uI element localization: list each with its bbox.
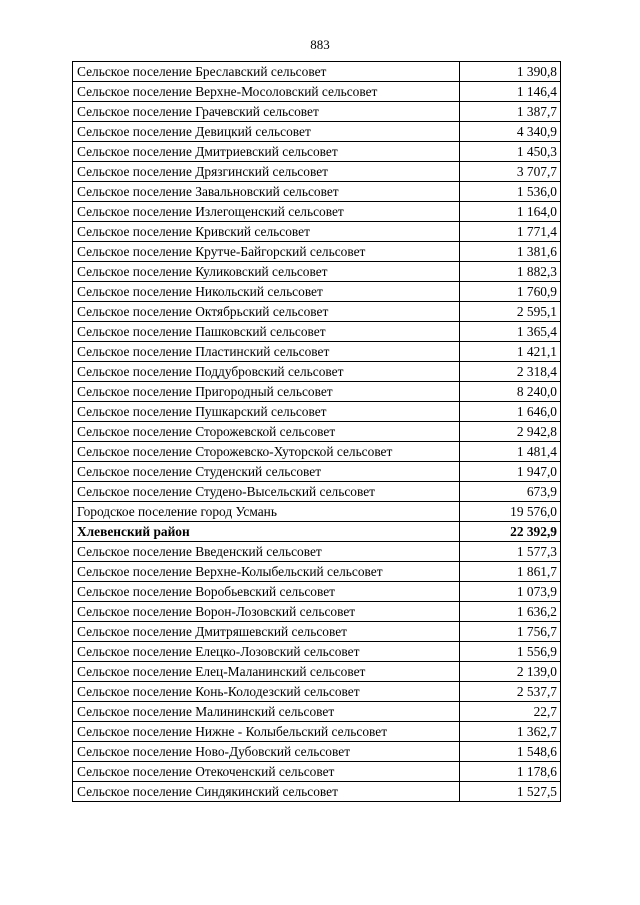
settlement-name-cell: Сельское поселение Пригородный сельсовет (73, 382, 460, 402)
table-row (73, 422, 561, 442)
settlement-name-cell: Сельское поселение Куликовский сельсовет (73, 262, 460, 282)
settlement-name-cell: Сельское поселение Завальновский сельсовет (73, 182, 460, 202)
settlement-name-cell: Сельское поселение Дмитриевский сельсовет (73, 142, 460, 162)
amount-cell: 2 595,1 (460, 302, 561, 322)
settlement-name-cell: Хлевенский район (73, 522, 460, 542)
settlement-name-cell: Сельское поселение Поддубровский сельсовет (73, 362, 460, 382)
amount-cell: 1 536,0 (460, 182, 561, 202)
amount-cell: 1 756,7 (460, 622, 561, 642)
settlement-name-cell: Сельское поселение Октябрьский сельсовет (73, 302, 460, 322)
settlement-name-cell: Сельское поселение Кривский сельсовет (73, 222, 460, 242)
settlement-name-cell: Сельское поселение Пластинский сельсовет (73, 342, 460, 362)
table-row (73, 142, 561, 162)
amount-cell: 1 947,0 (460, 462, 561, 482)
table-row (73, 642, 561, 662)
settlement-name-cell: Сельское поселение Никольский сельсовет (73, 282, 460, 302)
table-row (73, 382, 561, 402)
settlement-name-cell: Сельское поселение Сторожевско-Хуторской сельсовет (73, 442, 460, 462)
amount-cell: 1 390,8 (460, 62, 561, 82)
budget-table-body (73, 62, 561, 802)
settlement-name-cell: Сельское поселение Конь-Колодезский сельсовет (73, 682, 460, 702)
settlement-name-cell: Сельское поселение Отекоченский сельсовет (73, 762, 460, 782)
page-number: 883 (310, 37, 330, 52)
settlement-name-cell: Сельское поселение Елецко-Лозовский сельсовет (73, 642, 460, 662)
table-row (73, 782, 561, 802)
amount-cell: 1 636,2 (460, 602, 561, 622)
table-row (73, 482, 561, 502)
table-row (73, 82, 561, 102)
table-row (73, 502, 561, 522)
settlement-name-cell: Сельское поселение Дмитряшевский сельсовет (73, 622, 460, 642)
table-row (73, 242, 561, 262)
amount-cell: 1 577,3 (460, 542, 561, 562)
amount-cell: 1 882,3 (460, 262, 561, 282)
table-row (73, 662, 561, 682)
amount-cell: 22 392,9 (460, 522, 561, 542)
settlement-name-cell: Сельское поселение Пашковский сельсовет (73, 322, 460, 342)
amount-cell: 1 548,6 (460, 742, 561, 762)
table-row (73, 602, 561, 622)
table-row (73, 302, 561, 322)
settlement-name-cell: Сельское поселение Крутче-Байгорский сельсовет (73, 242, 460, 262)
settlement-name-cell: Сельское поселение Верхне-Мосоловский сельсовет (73, 82, 460, 102)
table-row (73, 442, 561, 462)
amount-cell: 1 381,6 (460, 242, 561, 262)
table-row (73, 202, 561, 222)
amount-cell: 22,7 (460, 702, 561, 722)
amount-cell: 2 942,8 (460, 422, 561, 442)
amount-cell: 1 760,9 (460, 282, 561, 302)
amount-cell: 19 576,0 (460, 502, 561, 522)
table-row (73, 122, 561, 142)
table-row (73, 222, 561, 242)
table-row (73, 742, 561, 762)
settlement-name-cell: Сельское поселение Сторожевской сельсовет (73, 422, 460, 442)
settlement-name-cell: Сельское поселение Введенский сельсовет (73, 542, 460, 562)
table-row (73, 702, 561, 722)
amount-cell: 1 146,4 (460, 82, 561, 102)
settlement-name-cell: Сельское поселение Студенский сельсовет (73, 462, 460, 482)
table-row (73, 562, 561, 582)
amount-cell: 673,9 (460, 482, 561, 502)
settlement-name-cell: Сельское поселение Елец-Маланинский сельсовет (73, 662, 460, 682)
settlement-name-cell: Сельское поселение Грачевский сельсовет (73, 102, 460, 122)
settlement-name-cell: Сельское поселение Девицкий сельсовет (73, 122, 460, 142)
table-row (73, 62, 561, 82)
table-row (73, 282, 561, 302)
table-row (73, 682, 561, 702)
settlement-name-cell: Сельское поселение Нижне - Колыбельский сельсовет (73, 722, 460, 742)
table-row (73, 402, 561, 422)
amount-cell: 1 481,4 (460, 442, 561, 462)
settlement-name-cell: Сельское поселение Студено-Высельский сельсовет (73, 482, 460, 502)
district-total-row (73, 522, 561, 542)
table-row (73, 342, 561, 362)
amount-cell: 1 527,5 (460, 782, 561, 802)
amount-cell: 1 450,3 (460, 142, 561, 162)
settlement-name-cell: Сельское поселение Бреславский сельсовет (73, 62, 460, 82)
amount-cell: 1 421,1 (460, 342, 561, 362)
table-row (73, 322, 561, 342)
table-row (73, 542, 561, 562)
amount-cell: 1 365,4 (460, 322, 561, 342)
settlement-name-cell: Сельское поселение Верхне-Колыбельский сельсовет (73, 562, 460, 582)
amount-cell: 1 387,7 (460, 102, 561, 122)
settlement-name-cell: Сельское поселение Пушкарский сельсовет (73, 402, 460, 422)
amount-cell: 1 178,6 (460, 762, 561, 782)
settlement-name-cell: Сельское поселение Синдякинский сельсовет (73, 782, 460, 802)
amount-cell: 3 707,7 (460, 162, 561, 182)
table-row (73, 462, 561, 482)
table-row (73, 262, 561, 282)
amount-cell: 2 318,4 (460, 362, 561, 382)
table-row (73, 182, 561, 202)
settlement-name-cell: Сельское поселение Ново-Дубовский сельсовет (73, 742, 460, 762)
amount-cell: 1 362,7 (460, 722, 561, 742)
table-row (73, 722, 561, 742)
settlement-name-cell: Сельское поселение Ворон-Лозовский сельсовет (73, 602, 460, 622)
table-row (73, 362, 561, 382)
table-row (73, 102, 561, 122)
amount-cell: 8 240,0 (460, 382, 561, 402)
table-row (73, 582, 561, 602)
settlement-name-cell: Сельское поселение Воробьевский сельсовет (73, 582, 460, 602)
budget-table (72, 61, 561, 802)
settlement-name-cell: Сельское поселение Дрязгинский сельсовет (73, 162, 460, 182)
amount-cell: 2 139,0 (460, 662, 561, 682)
amount-cell: 4 340,9 (460, 122, 561, 142)
amount-cell: 2 537,7 (460, 682, 561, 702)
settlement-name-cell: Городское поселение город Усмань (73, 502, 460, 522)
amount-cell: 1 556,9 (460, 642, 561, 662)
table-row (73, 762, 561, 782)
amount-cell: 1 771,4 (460, 222, 561, 242)
amount-cell: 1 164,0 (460, 202, 561, 222)
settlement-name-cell: Сельское поселение Малининский сельсовет (73, 702, 460, 722)
amount-cell: 1 073,9 (460, 582, 561, 602)
table-row (73, 162, 561, 182)
settlement-name-cell: Сельское поселение Излегощенский сельсовет (73, 202, 460, 222)
table-row (73, 622, 561, 642)
amount-cell: 1 646,0 (460, 402, 561, 422)
amount-cell: 1 861,7 (460, 562, 561, 582)
